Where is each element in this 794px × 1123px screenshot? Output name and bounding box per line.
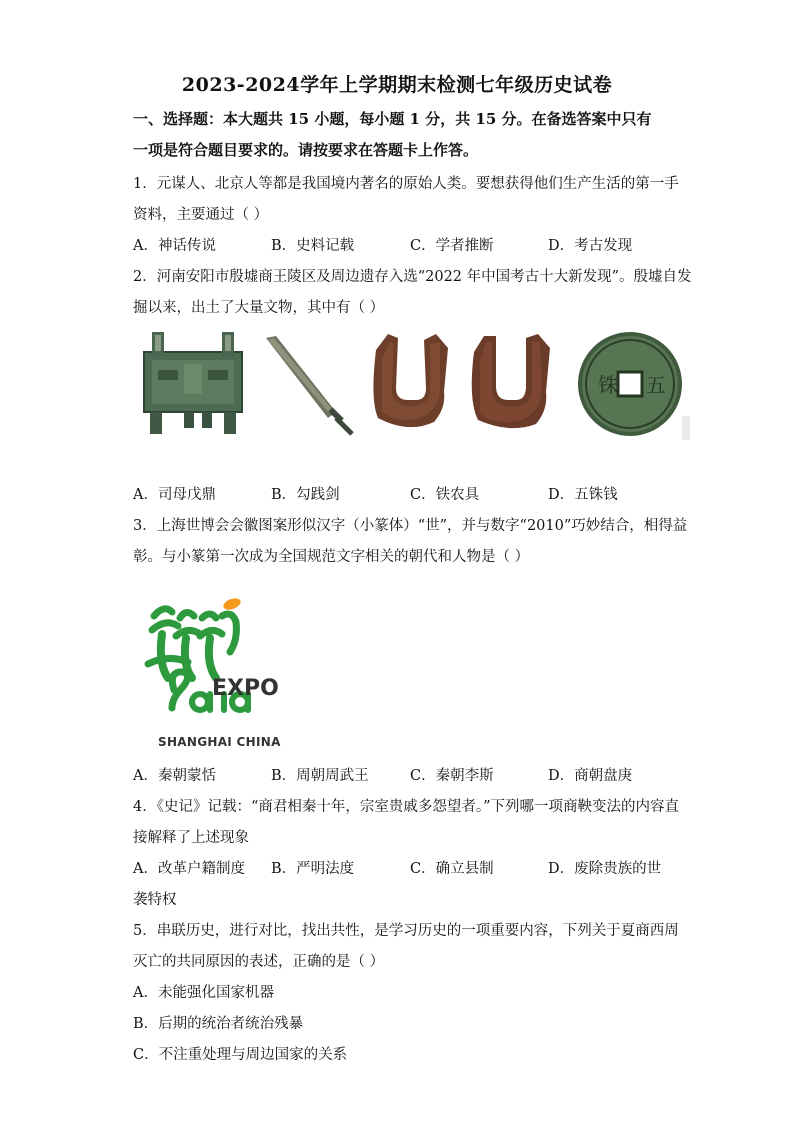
option-c: C．秦朝李斯 [410,768,494,784]
question-3-line-2: 彰。与小篆第一次成为全国规范文字相关的朝代和人物是（ ） [133,549,530,565]
option-b: B．周朝周武王 [271,768,369,784]
goujian-sword-image [262,334,362,438]
question-4-line-1: 4．《史记》记载：“商君相秦十年，宗室贵戚多怨望者。”下列哪一项商鞅变法的内容直 [133,799,680,815]
expo-word: EXPO [212,676,279,701]
question-1-line-2: 资料，主要通过（ ） [133,207,269,223]
question-4-option-d-continued: 袭特权 [133,892,177,908]
option-d: D．废除贵族的世 [548,861,662,877]
option-c: C．学者推断 [410,238,494,254]
option-b: B．史料记载 [271,238,355,254]
option-c: C．铁农具 [410,487,480,503]
question-5-option-a: A．未能强化国家机器 [133,985,274,1001]
iron-tool-image-1 [368,330,460,436]
section-heading-line-2: 一项是符合题目要求的。请按要求在答题卡上作答。 [133,141,479,159]
option-d: D．商朝盘庚 [548,768,633,784]
question-2-line-1: 2．河南安阳市殷墟商王陵区及周边遗存入选“2022 年中国考古十大新发现”。殷墟自发 [133,269,692,285]
option-d: D．考古发现 [548,238,633,254]
exam-title: 2023-2024学年上学期期末检测七年级历史试卷 [181,74,613,96]
coin-character-wu: 五 [646,373,666,397]
question-2-line-2: 掘以来，出土了大量文物，其中有（ ） [133,300,385,316]
iron-tool-image-2 [466,330,560,436]
option-a: A．改革户籍制度 [133,861,245,877]
coin-character-zhu: 铢 [598,373,618,397]
expo-subtitle: SHANGHAI CHINA [158,735,281,749]
option-a: A．司母戊鼎 [133,487,216,503]
option-b: B．严明法度 [271,861,355,877]
option-d: D．五铢钱 [548,487,618,503]
wuzhu-coin-image [574,330,690,440]
option-a: A．秦朝蒙恬 [133,768,216,784]
question-4-line-2: 接解释了上述现象 [133,830,249,846]
option-c: C．确立县制 [410,861,494,877]
question-5-option-c: C．不注重处理与周边国家的关系 [133,1047,348,1063]
question-5-line-1: 5．串联历史，进行对比，找出共性，是学习历史的一项重要内容，下列关于夏商西周 [133,923,679,939]
question-5-option-b: B．后期的统治者统治残暴 [133,1016,304,1032]
option-a: A．神话传说 [133,238,216,254]
question-3-line-1: 3．上海世博会会徽图案形似汉字（小篆体）“世”，并与数字“2010”巧妙结合，相得益 [133,518,688,534]
simuwu-ding-image [138,330,248,438]
expo-2010-logo [140,590,300,752]
question-1-line-1: 1．元谋人、北京人等都是我国境内著名的原始人类。要想获得他们生产生活的第一手 [133,176,679,192]
option-b: B．勾践剑 [271,487,340,503]
question-5-line-2: 灭亡的共同原因的表述，正确的是（ ） [133,954,385,970]
section-heading-line-1: 一、选择题：本大题共 15 小题，每小题 1 分，共 15 分。在备选答案中只有 [133,110,652,128]
